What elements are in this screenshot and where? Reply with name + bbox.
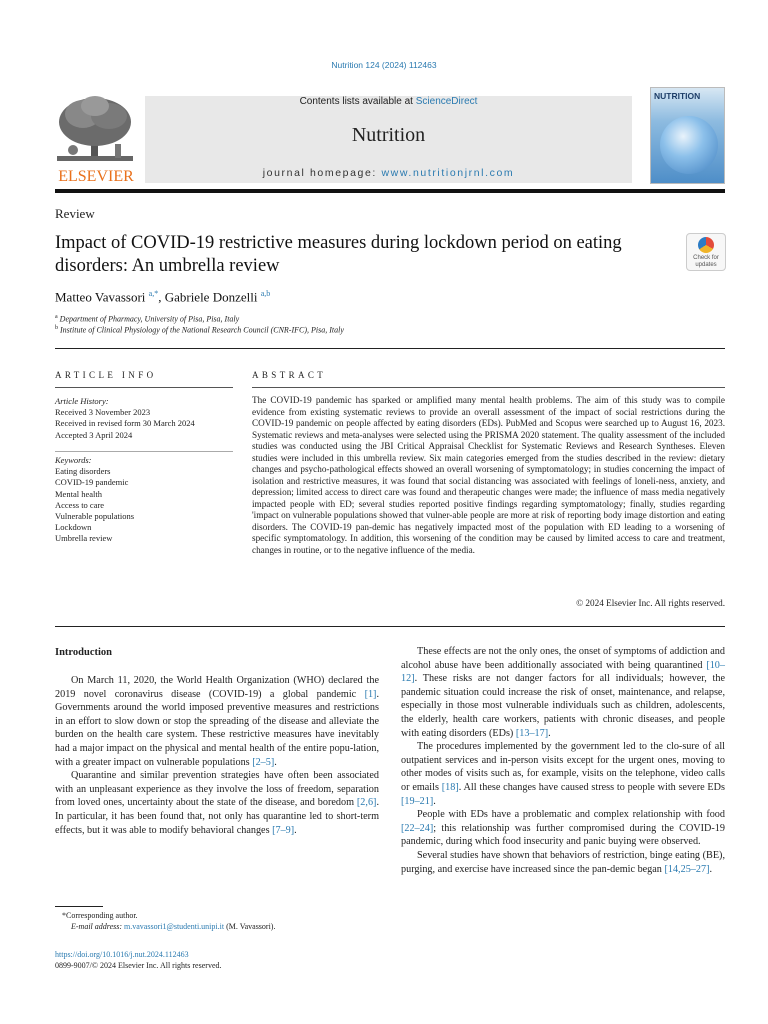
- keyword: COVID-19 pandemic: [55, 477, 129, 488]
- affiliation-mark: b: [55, 325, 58, 331]
- affiliation: [55, 314, 239, 324]
- email-note: [71, 922, 275, 931]
- info-rule: [55, 387, 233, 388]
- header-rule: [55, 189, 725, 193]
- paragraph-text: . All these changes have caused stress to people with severe EDs: [458, 781, 725, 793]
- keywords-rule: [55, 451, 233, 452]
- affiliation-mark: a: [55, 314, 58, 320]
- citation-link[interactable]: [18]: [441, 781, 459, 793]
- history-entry: Accepted 3 April 2024: [55, 429, 133, 440]
- crossmark-icon: [698, 237, 714, 253]
- paragraph-text: .: [548, 727, 551, 739]
- author-separator: ,: [158, 289, 165, 305]
- citation-link[interactable]: [10–12]: [401, 659, 725, 685]
- corresponding-author-note: *Corresponding author.: [62, 911, 138, 920]
- history-entry: Received 3 November 2023: [55, 407, 151, 418]
- cover-title: NUTRITION: [654, 91, 701, 101]
- citation-link[interactable]: [7–9]: [272, 824, 295, 836]
- citation-link[interactable]: 25–27]: [680, 863, 710, 875]
- affiliation-text: Department of Pharmacy, University of Pisa, Pisa, Italy: [59, 314, 240, 324]
- doi-link[interactable]: https://doi.org/10.1016/j.nut.2024.112463: [55, 950, 189, 959]
- elsevier-logo[interactable]: [55, 92, 137, 184]
- paragraph-text: People with EDs have a problematic and complex relationship with food: [417, 809, 725, 821]
- section-heading: Introduction: [55, 647, 112, 658]
- paragraph-text: . In particular, it has been found that, not only has quarantine led to short-term effects, but it was able to modify behavioral changes: [55, 797, 379, 836]
- citation-link[interactable]: [1]: [364, 688, 377, 700]
- paragraph-text: . Governments around the world imposed preventive measures and restrictions in an effort to slow down or stop the spreading of the disease and alleviate the burden on the health care system. These restrictive measures have inevitably had a major impact on the physical and mental health of the entire popu-lation, with a greater impact on vulnerable populations: [55, 688, 379, 768]
- journal-homepage-link[interactable]: www.nutritionjrnl.com: [381, 167, 515, 179]
- contents-line: [145, 96, 632, 107]
- email-link[interactable]: m.vavassori1@studenti.unipi.it: [124, 922, 225, 931]
- body-column-right: [401, 645, 725, 876]
- keyword: Access to care: [55, 499, 105, 510]
- citation-link[interactable]: [13–17]: [515, 727, 549, 739]
- citation-link[interactable]: 6]: [367, 797, 377, 809]
- paragraph-text: On March 11, 2020, the World Health Organization (WHO) declared the 2019 novel coronavirus disease (COVID-19) a global pandemic: [55, 675, 379, 700]
- body-paragraph: [55, 769, 379, 837]
- abstract-text: The COVID-19 pandemic has sparked or amplified many mental health problems. The aim of this study was to compile evidence from existing systematic reviews to provide an overall assessment of the impact of social restrictions during the COVID-19 pandemic on people affected by eating disorders (EDs). PubMed and Scopus were searched up to August 16, 2023. Systematic reviews and meta-analyses were selected using the PRISMA 2020 statement. The quality assessment of the included studies was conducted using the JBI Critical Appraisal Checklist for Systematic Reviews and Research Syntheses. Eleven studies were included in this umbrella review. Six main categories emerged from the studies described in the review: dietary changes and psycho-pathological effects showed an overall worsening of symptomatology; in studies concerning the impact of isolation and restrictive measures, it was found that social distancing was associated with feelings of loneli-ness, anxiety, and depression; limited access to direct care was found and therapeutic changes were made; the influence of mass media negatively impacted people with ED; several studies reported positive findings regarding symptomatology; finally, studies regarding 'impact on vulnerable populations showed that vulner-able people are more at risk of reporting body image distortion and eating disorders. The COVID-19 pan-demic has negatively impacted most of the population with ED leading to a worsening of specific symptomatology. In addition, this worsening of the condition may be caused by limited access to care and treatment, changes in routine, or to the negative influence of the media.: [252, 395, 725, 555]
- section-rule: [55, 348, 725, 349]
- history-label: Article History:: [55, 396, 109, 406]
- contents-prefix: Contents lists available at: [299, 96, 416, 107]
- paragraph-text: The procedures implemented by the government led to the clo-sure of all outpatient services and in-person visits except for the urgent ones, moving to other modes of visits such as, for example, visits on the telephone, video calls or emails: [401, 741, 725, 793]
- journal-cover-image[interactable]: [650, 87, 725, 184]
- keyword: Umbrella review: [55, 533, 113, 544]
- article-type: Review: [55, 206, 95, 221]
- author-name[interactable]: Matteo Vavassori: [55, 289, 146, 305]
- abstract-rule: [252, 387, 725, 388]
- paragraph-text: Quarantine and similar prevention strategies have often been associated with an unpleasant experience as they involve the loss of freedom, separation from loved ones, uncertainty about the state of the disease, and boredom: [55, 770, 379, 809]
- body-paragraph: [401, 645, 725, 740]
- sciencedirect-link[interactable]: ScienceDirect: [415, 96, 478, 107]
- paragraph-text: .: [294, 824, 297, 836]
- paragraph-text: .: [709, 863, 713, 875]
- keyword: Lockdown: [55, 522, 92, 533]
- article-info-heading: ARTICLE INFO: [55, 370, 157, 380]
- paragraph-text: . These risks are not danger factors for all individuals; however, the pandemic situation could increase the risk of onset, maintenance, and relapse, especially in those most vulnerable individuals such as children, adolescents, the elderly, health care workers, patients with chronic diseases, and people with eating disorders (EDs): [401, 673, 725, 739]
- copyright-line: © 2024 Elsevier Inc. All rights reserved.: [576, 598, 725, 608]
- paragraph-text: .: [274, 756, 277, 768]
- article-history: [55, 396, 233, 441]
- citation-link[interactable]: [22–24]: [401, 822, 434, 834]
- keywords-list: [55, 455, 233, 545]
- affiliation-text: Institute of Clinical Physiology of the National Research Council (CNR-IFC), Pisa, Italy: [60, 325, 344, 335]
- keyword: Eating disorders: [55, 466, 111, 477]
- issn-copyright: 0899-9007/© 2024 Elsevier Inc. All rights reserved.: [55, 961, 222, 970]
- tree-icon: [57, 96, 133, 161]
- body-paragraph: [55, 674, 379, 769]
- paragraph-text: ; this relationship was further compromised during the COVID-19 pandemic, during which food insecurity and panic buying were observed.: [401, 822, 725, 848]
- homepage-line: [145, 167, 632, 179]
- body-paragraph: [401, 740, 725, 808]
- paragraph-text: These effects are not the only ones, the onset of symptoms of addiction and alcohol abuse have been additionally associated with being quarantined: [401, 646, 725, 671]
- paragraph-text: .: [433, 795, 436, 807]
- author-affiliation-mark[interactable]: a,*: [148, 289, 159, 298]
- author-name[interactable]: Gabriele Donzelli: [164, 289, 258, 305]
- publisher-wordmark: ELSEVIER: [58, 168, 134, 184]
- citation-link[interactable]: [19–21]: [401, 795, 434, 807]
- check-for-updates-button[interactable]: [686, 233, 726, 271]
- check-updates-label: Check for updates: [693, 255, 719, 268]
- body-column-left: [55, 674, 379, 837]
- abstract-heading: ABSTRACT: [252, 370, 327, 380]
- running-head[interactable]: Nutrition 124 (2024) 112463: [331, 60, 437, 70]
- section-rule: [55, 626, 725, 627]
- history-entry: Received in revised form 30 March 2024: [55, 418, 195, 429]
- globe-icon: [660, 116, 718, 174]
- citation-link[interactable]: [2–5]: [252, 756, 275, 768]
- paragraph-text: Several studies have shown that behaviors of restriction, binge eating (BE), purging, and exercise have increased since the pan-demic began: [401, 849, 725, 875]
- keywords-label: Keywords:: [55, 455, 92, 465]
- footnote-rule: [55, 906, 103, 907]
- affiliation: [55, 325, 344, 335]
- author-list: [55, 289, 270, 305]
- keyword: Vulnerable populations: [55, 511, 135, 522]
- author-affiliation-mark[interactable]: a,b: [260, 289, 271, 298]
- article-title: Impact of COVID-19 restrictive measures during lockdown period on eating disorders: An umbrella review: [55, 233, 622, 276]
- email-suffix: (M. Vavassori).: [224, 922, 276, 931]
- email-label: E-mail address:: [71, 922, 125, 931]
- journal-name: Nutrition: [351, 124, 426, 146]
- citation-link[interactable]: [2,: [356, 797, 368, 809]
- body-paragraph: [401, 849, 725, 876]
- keyword: Mental health: [55, 488, 102, 499]
- body-paragraph: [401, 808, 725, 849]
- homepage-prefix: journal homepage:: [262, 167, 382, 179]
- citation-link[interactable]: [14,: [664, 863, 681, 875]
